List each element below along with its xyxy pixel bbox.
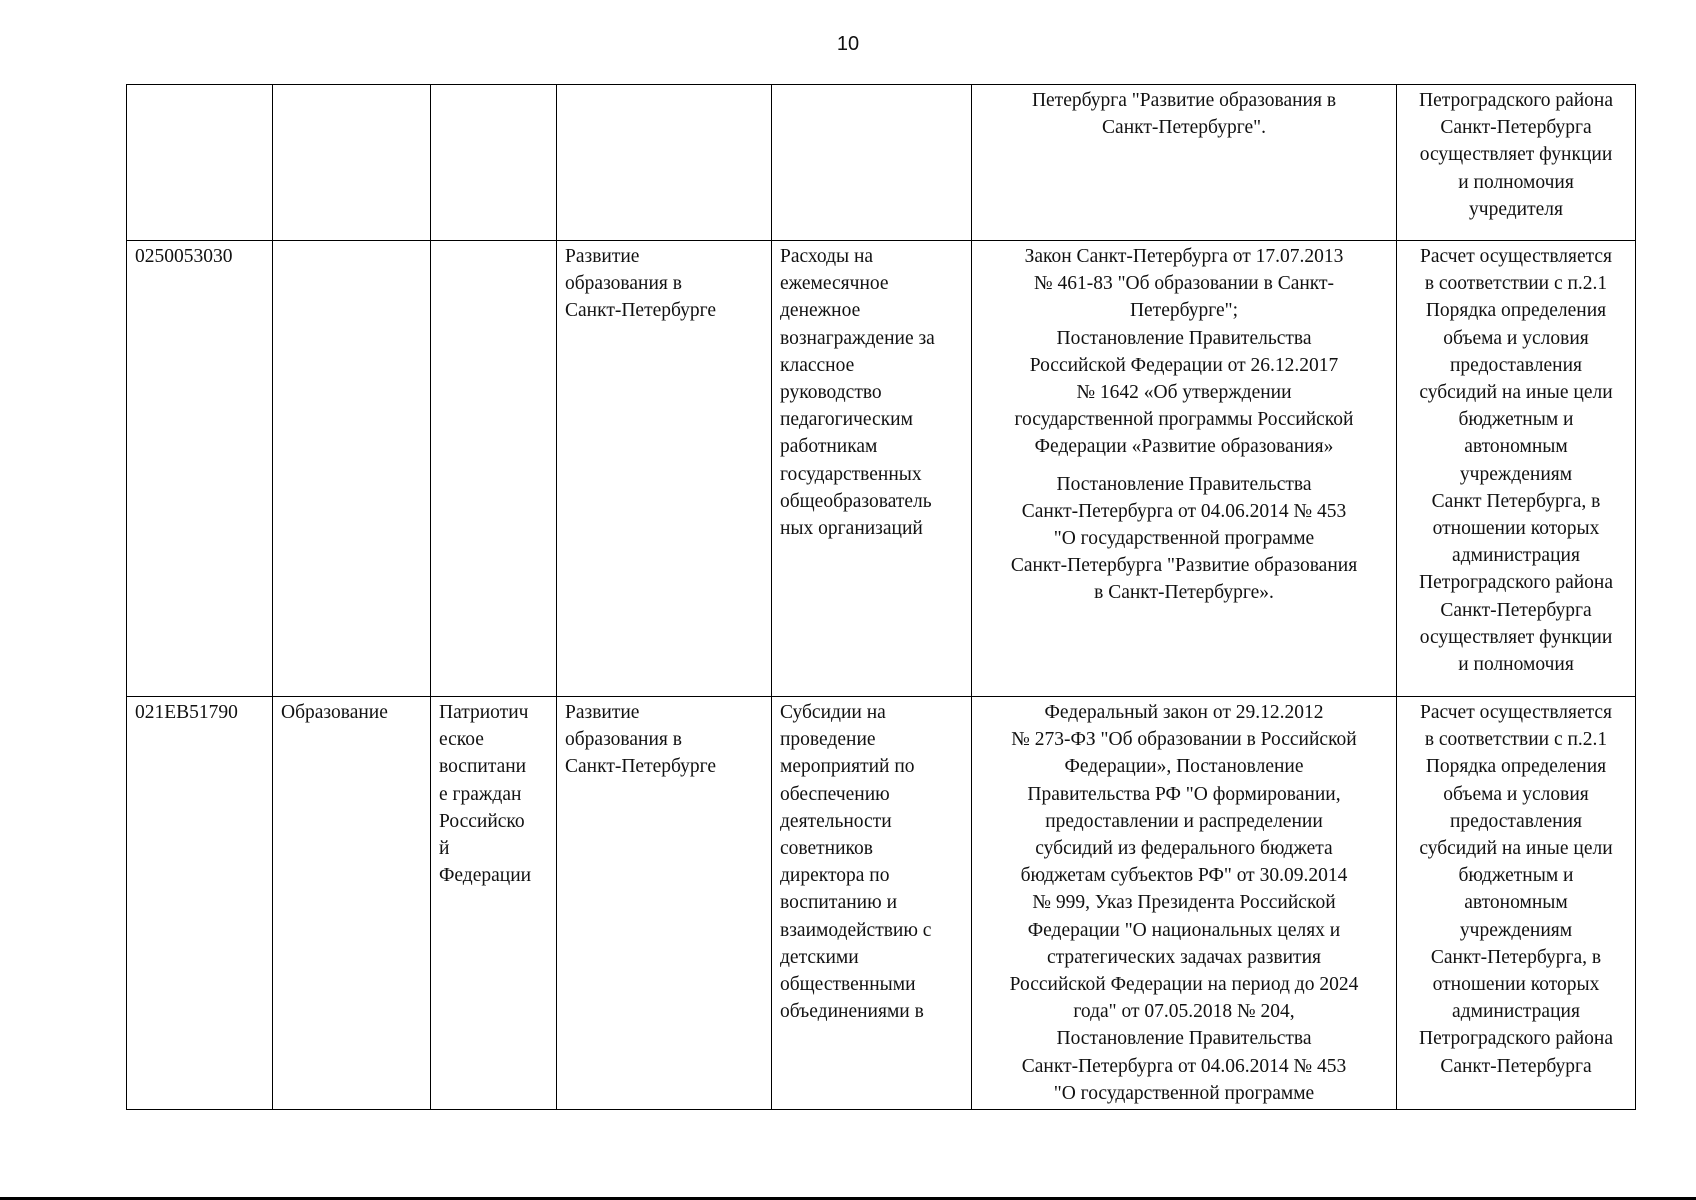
legal-basis-cell: Петербурга "Развитие образования в Санкт-Петербурге". <box>972 85 1397 241</box>
legal-basis-cell: Федеральный закон от 29.12.2012 № 273-ФЗ "Об образовании в Российской Федерации», Постановление Правительства РФ "О формировании, предоставлении и распределении субсидий из федерального бюджета бюджетам субъектов РФ" от 30.09.2014 № 999, Указ Президента Российской Федерации "О национальных целях и стратегических задачах развития Российской Федерации на период до 2024 года" от 07.05.2018 № 204, Постановление Правительства Санкт-Петербурга от 04.06.2014 № 453 "О государственной программе <box>972 697 1397 1110</box>
expense-cell: Расходы на ежемесячное денежное вознаграждение за классное руководство педагогическим работникам государственных общеобразователь ных организаций <box>772 241 972 697</box>
code-cell: 0250053030 <box>127 241 273 697</box>
section-cell: Образование <box>273 697 431 1110</box>
page-number: 10 <box>836 33 860 55</box>
calculation-cell: Расчет осуществляется в соответствии с п.2.1 Порядка определения объема и условия предоставления субсидий на иные цели бюджетным и автономным учреждениям Санкт Петербурга, в отношении которых администрация Петроградского района Санкт-Петербурга осуществляет функции и полномочия <box>1397 241 1636 697</box>
table-row <box>127 697 1636 1110</box>
legal-basis-cell <box>972 241 1397 697</box>
calculation-cell: Расчет осуществляется в соответствии с п.2.1 Порядка определения объема и условия предоставления субсидий на иные цели бюджетным и автономным учреждениям Санкт-Петербурга, в отношении которых администрация Петроградского района Санкт-Петербурга <box>1397 697 1636 1110</box>
program-cell <box>557 85 772 241</box>
project-cell <box>431 241 557 697</box>
code-cell: 021EB51790 <box>127 697 273 1110</box>
section-cell <box>273 241 431 697</box>
project-cell: Патриотич еское воспитани е граждан Российско й Федерации <box>431 697 557 1110</box>
table-row <box>127 241 1636 697</box>
project-cell <box>431 85 557 241</box>
legal-basis-paragraph: Закон Санкт-Петербурга от 17.07.2013 № 461-83 "Об образовании в Санкт- Петербурге"; Постановление Правительства Российской Федерации от 26.12.2017 № 1642 «Об утверждении государственной программы Российской Федерации «Развитие образования» <box>1014 246 1354 458</box>
table-row <box>127 85 1636 241</box>
program-cell: Развитие образования в Санкт-Петербурге <box>557 241 772 697</box>
legal-basis-paragraph: Постановление Правительства Санкт-Петербурга от 04.06.2014 № 453 "О государственной программе Санкт-Петербурга "Развитие образования в Санкт-Петербурге». <box>1010 473 1358 604</box>
program-cell: Развитие образования в Санкт-Петербурге <box>557 697 772 1110</box>
section-cell <box>273 85 431 241</box>
document-table <box>126 84 1636 1110</box>
code-cell <box>127 85 273 241</box>
expense-cell <box>772 85 972 241</box>
calculation-cell: Петроградского района Санкт-Петербурга осуществляет функции и полномочия учредителя <box>1397 85 1636 241</box>
expense-cell: Субсидии на проведение мероприятий по обеспечению деятельности советников директора по воспитанию и взаимодействию с детскими общественными объединениями в <box>772 697 972 1110</box>
